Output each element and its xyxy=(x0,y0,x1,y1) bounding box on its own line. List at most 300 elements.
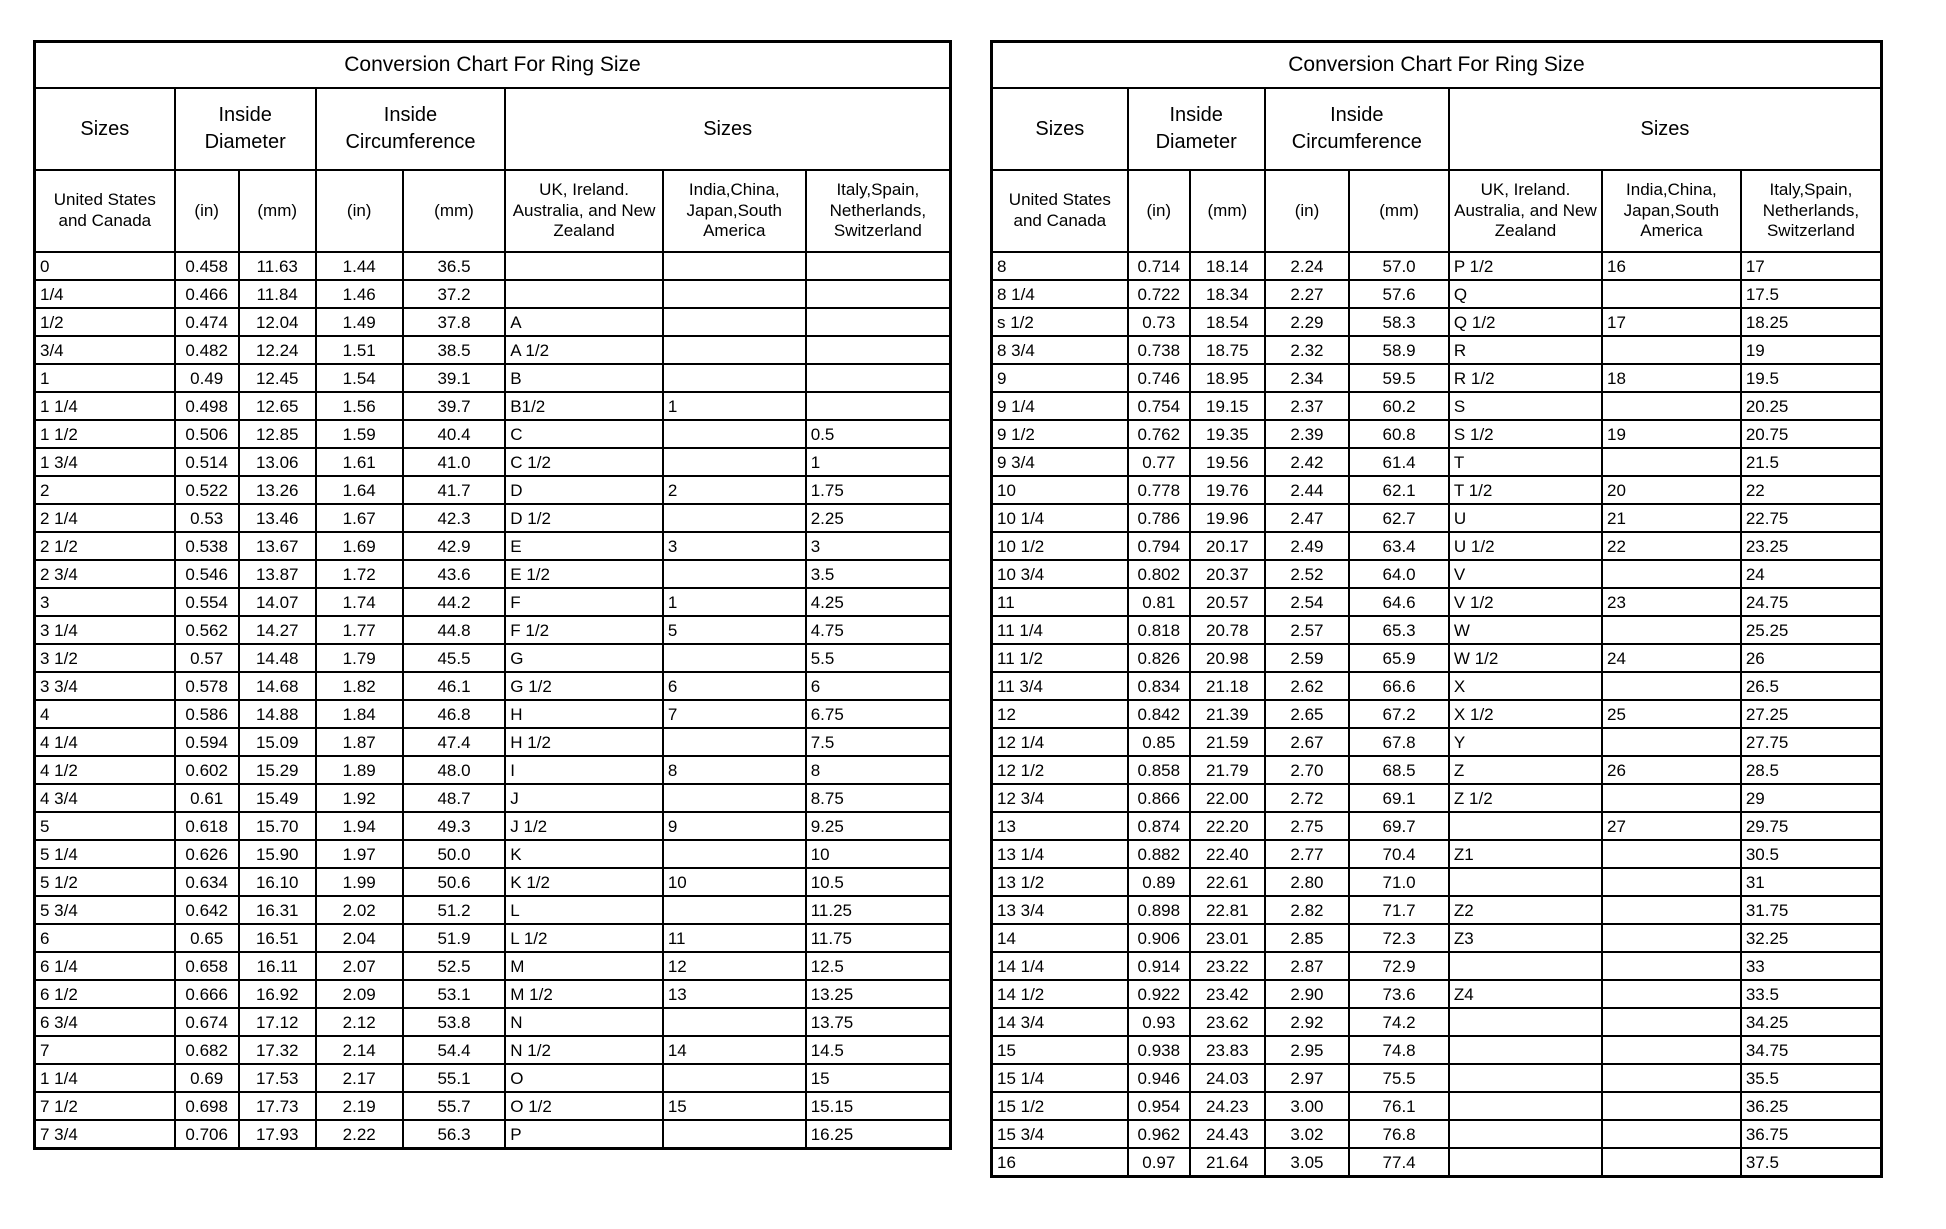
table-cell: 35.5 xyxy=(1741,1064,1882,1092)
table-cell: 16.10 xyxy=(239,868,316,896)
table-cell: P 1/2 xyxy=(1449,252,1602,280)
table-cell: 8 xyxy=(663,756,806,784)
table-cell: 8.75 xyxy=(806,784,951,812)
table-cell: 29.75 xyxy=(1741,812,1882,840)
table-cell: 14 xyxy=(663,1036,806,1064)
table-cell xyxy=(1602,1120,1741,1148)
table-cell: 0.578 xyxy=(175,672,239,700)
table-cell: 0.626 xyxy=(175,840,239,868)
table-cell: 12.65 xyxy=(239,392,316,420)
table-cell: 3 xyxy=(663,532,806,560)
table-cell: 10 xyxy=(663,868,806,896)
column-header: (in) xyxy=(316,170,403,252)
table-cell: 15 xyxy=(663,1092,806,1120)
table-cell: N xyxy=(505,1008,663,1036)
table-cell: J 1/2 xyxy=(505,812,663,840)
table-cell: Z2 xyxy=(1449,896,1602,924)
table-cell: 7.5 xyxy=(806,728,951,756)
table-cell: 19 xyxy=(1602,420,1741,448)
table-cell: 23 xyxy=(1602,588,1741,616)
table-cell: 2.04 xyxy=(316,924,403,952)
table-cell: 24.03 xyxy=(1190,1064,1265,1092)
table-row xyxy=(992,448,1882,476)
table-cell: 24.23 xyxy=(1190,1092,1265,1120)
table-cell xyxy=(663,308,806,336)
table-cell: 3.00 xyxy=(1265,1092,1350,1120)
table-cell: 6 xyxy=(35,924,175,952)
table-cell: 13.87 xyxy=(239,560,316,588)
table-cell: 15 xyxy=(806,1064,951,1092)
table-cell: 0.482 xyxy=(175,336,239,364)
table-cell: 53.1 xyxy=(403,980,506,1008)
table-cell xyxy=(663,252,806,280)
table-cell: 18.95 xyxy=(1190,364,1265,392)
table-cell: 30.5 xyxy=(1741,840,1882,868)
table-cell: 0.826 xyxy=(1128,644,1190,672)
table-cell: 1.72 xyxy=(316,560,403,588)
table-cell: 24 xyxy=(1602,644,1741,672)
conversion-table-left xyxy=(33,40,952,1150)
table-cell: 18.14 xyxy=(1190,252,1265,280)
table-cell: 2.17 xyxy=(316,1064,403,1092)
table-cell: 0.866 xyxy=(1128,784,1190,812)
table-cell: N 1/2 xyxy=(505,1036,663,1064)
table-cell: 21.79 xyxy=(1190,756,1265,784)
table-cell: 19 xyxy=(1741,336,1882,364)
table-cell: 0.594 xyxy=(175,728,239,756)
table-cell: 21.5 xyxy=(1741,448,1882,476)
table-cell: 11 xyxy=(663,924,806,952)
table-cell: 0 xyxy=(35,252,175,280)
table-cell: 1.64 xyxy=(316,476,403,504)
group-header-row xyxy=(35,88,951,170)
table-cell: 65.9 xyxy=(1349,644,1449,672)
table-cell: 0.73 xyxy=(1128,308,1190,336)
table-cell: 69.7 xyxy=(1349,812,1449,840)
table-row xyxy=(992,476,1882,504)
table-row xyxy=(35,252,951,280)
table-cell: 19.56 xyxy=(1190,448,1265,476)
table-cell xyxy=(663,1008,806,1036)
conversion-table-right xyxy=(990,40,1883,1178)
table-cell: 25 xyxy=(1602,700,1741,728)
table-row xyxy=(992,644,1882,672)
table-row xyxy=(35,560,951,588)
table-row xyxy=(35,448,951,476)
table-cell: 57.0 xyxy=(1349,252,1449,280)
table-cell: Y xyxy=(1449,728,1602,756)
table-cell: 15.90 xyxy=(239,840,316,868)
table-row xyxy=(35,700,951,728)
table-cell: 15.70 xyxy=(239,812,316,840)
table-cell: 4 3/4 xyxy=(35,784,175,812)
table-cell: L xyxy=(505,896,663,924)
table-cell: 7 xyxy=(663,700,806,728)
table-cell: 0.514 xyxy=(175,448,239,476)
table-row xyxy=(35,1092,951,1120)
table-cell: 14.5 xyxy=(806,1036,951,1064)
table-cell: 26 xyxy=(1602,756,1741,784)
table-cell: 36.5 xyxy=(403,252,506,280)
table-cell: 1 xyxy=(806,448,951,476)
table-cell: 0.778 xyxy=(1128,476,1190,504)
table-row xyxy=(992,980,1882,1008)
table-cell: 3 1/4 xyxy=(35,616,175,644)
table-cell: 16.51 xyxy=(239,924,316,952)
table-cell: 1.97 xyxy=(316,840,403,868)
table-cell: 12.45 xyxy=(239,364,316,392)
table-row xyxy=(992,504,1882,532)
table-cell: 12.24 xyxy=(239,336,316,364)
table-cell: 1.49 xyxy=(316,308,403,336)
table-cell: 22 xyxy=(1602,532,1741,560)
table-cell: 6 xyxy=(663,672,806,700)
table-row xyxy=(992,532,1882,560)
table-cell: 24.43 xyxy=(1190,1120,1265,1148)
table-cell: 23.83 xyxy=(1190,1036,1265,1064)
table-cell: 21.18 xyxy=(1190,672,1265,700)
table-cell: 45.5 xyxy=(403,644,506,672)
table-row xyxy=(992,672,1882,700)
table-cell: 1.61 xyxy=(316,448,403,476)
table-cell: 10 1/4 xyxy=(992,504,1128,532)
table-row xyxy=(35,336,951,364)
table-cell: 15 1/4 xyxy=(992,1064,1128,1092)
table-cell: 74.2 xyxy=(1349,1008,1449,1036)
table-cell: 17.12 xyxy=(239,1008,316,1036)
table-cell: 19.96 xyxy=(1190,504,1265,532)
table-cell xyxy=(1602,896,1741,924)
table-cell: 2.27 xyxy=(1265,280,1350,308)
table-cell: S xyxy=(1449,392,1602,420)
table-cell: X 1/2 xyxy=(1449,700,1602,728)
table-row xyxy=(35,840,951,868)
table-cell: 0.77 xyxy=(1128,448,1190,476)
table-row xyxy=(992,1092,1882,1120)
table-cell: 0.874 xyxy=(1128,812,1190,840)
table-cell: 13 1/4 xyxy=(992,840,1128,868)
table-row xyxy=(992,896,1882,924)
table-cell: 36.75 xyxy=(1741,1120,1882,1148)
table-cell: 2.75 xyxy=(1265,812,1350,840)
column-header: Italy,Spain, Netherlands, Switzerland xyxy=(1741,170,1882,252)
table-cell: 22.40 xyxy=(1190,840,1265,868)
table-cell: 53.8 xyxy=(403,1008,506,1036)
table-cell: Z4 xyxy=(1449,980,1602,1008)
title-row xyxy=(992,42,1882,89)
table-cell: 12.5 xyxy=(806,952,951,980)
table-cell: 0.522 xyxy=(175,476,239,504)
table-cell: 7 1/2 xyxy=(35,1092,175,1120)
table-cell: 64.6 xyxy=(1349,588,1449,616)
table-cell: 2 1/4 xyxy=(35,504,175,532)
table-cell: 38.5 xyxy=(403,336,506,364)
table-cell: 5 3/4 xyxy=(35,896,175,924)
table-cell: 71.0 xyxy=(1349,868,1449,896)
table-cell: 0.698 xyxy=(175,1092,239,1120)
table-row xyxy=(35,616,951,644)
table-cell: 1.89 xyxy=(316,756,403,784)
table-cell: 0.954 xyxy=(1128,1092,1190,1120)
group-header: Sizes xyxy=(1449,88,1882,170)
table-row xyxy=(992,756,1882,784)
table-cell: 1.54 xyxy=(316,364,403,392)
table-cell xyxy=(1602,392,1741,420)
table-row xyxy=(992,392,1882,420)
table-cell: 18.54 xyxy=(1190,308,1265,336)
table-cell: 4 1/2 xyxy=(35,756,175,784)
table-cell xyxy=(1602,336,1741,364)
table-cell: 10 xyxy=(806,840,951,868)
table-cell: 16 xyxy=(992,1148,1128,1177)
table-cell: 4.75 xyxy=(806,616,951,644)
table-cell: 29 xyxy=(1741,784,1882,812)
column-header: (in) xyxy=(1265,170,1350,252)
table-cell: 6.75 xyxy=(806,700,951,728)
table-cell: R xyxy=(1449,336,1602,364)
table-cell xyxy=(806,308,951,336)
table-cell: 9 1/4 xyxy=(992,392,1128,420)
table-cell: 20.98 xyxy=(1190,644,1265,672)
table-cell: 12 xyxy=(663,952,806,980)
table-cell: 0.962 xyxy=(1128,1120,1190,1148)
table-cell: 73.6 xyxy=(1349,980,1449,1008)
table-cell: 12 xyxy=(992,700,1128,728)
table-cell: 50.6 xyxy=(403,868,506,896)
column-header: (mm) xyxy=(1349,170,1449,252)
table-cell: 14.68 xyxy=(239,672,316,700)
table-row xyxy=(992,812,1882,840)
column-header: United States and Canada xyxy=(35,170,175,252)
table-cell: 0.466 xyxy=(175,280,239,308)
table-cell: 13 1/2 xyxy=(992,868,1128,896)
table-cell: 1 1/4 xyxy=(35,392,175,420)
table-cell: 15.29 xyxy=(239,756,316,784)
table-cell: 0.642 xyxy=(175,896,239,924)
table-cell: 28.5 xyxy=(1741,756,1882,784)
table-cell: 2.49 xyxy=(1265,532,1350,560)
column-header-row xyxy=(35,170,951,252)
table-cell: 11.63 xyxy=(239,252,316,280)
table-cell xyxy=(663,840,806,868)
table-cell: 2.80 xyxy=(1265,868,1350,896)
table-cell: I xyxy=(505,756,663,784)
table-cell: 22.20 xyxy=(1190,812,1265,840)
table-cell: 2.92 xyxy=(1265,1008,1350,1036)
table-cell: 13.67 xyxy=(239,532,316,560)
table-row xyxy=(992,1148,1882,1177)
table-cell: 23.22 xyxy=(1190,952,1265,980)
table-cell: 17.73 xyxy=(239,1092,316,1120)
table-cell: 2.85 xyxy=(1265,924,1350,952)
table-cell: 8 xyxy=(806,756,951,784)
table-cell: 2.59 xyxy=(1265,644,1350,672)
table-cell: B1/2 xyxy=(505,392,663,420)
table-cell: V xyxy=(1449,560,1602,588)
table-cell: A xyxy=(505,308,663,336)
table-cell xyxy=(1449,1120,1602,1148)
table-cell: 21 xyxy=(1602,504,1741,532)
table-cell: 0.922 xyxy=(1128,980,1190,1008)
table-cell: 3.02 xyxy=(1265,1120,1350,1148)
table-cell: C 1/2 xyxy=(505,448,663,476)
table-row xyxy=(35,672,951,700)
table-cell: 2.44 xyxy=(1265,476,1350,504)
table-cell: 48.0 xyxy=(403,756,506,784)
table-cell: 1 xyxy=(663,588,806,616)
column-header: India,China, Japan,South America xyxy=(1602,170,1741,252)
column-header: (mm) xyxy=(1190,170,1265,252)
table-cell: 1 3/4 xyxy=(35,448,175,476)
table-title: Conversion Chart For Ring Size xyxy=(992,42,1882,89)
table-row xyxy=(35,476,951,504)
table-cell: 5.5 xyxy=(806,644,951,672)
table-cell: U xyxy=(1449,504,1602,532)
column-header: UK, Ireland. Australia, and New Zealand xyxy=(1449,170,1602,252)
table-cell: 1 xyxy=(35,364,175,392)
group-header-row xyxy=(992,88,1882,170)
table-cell: 55.7 xyxy=(403,1092,506,1120)
table-cell: 2.87 xyxy=(1265,952,1350,980)
table-cell: 9 xyxy=(663,812,806,840)
table-cell: 14.27 xyxy=(239,616,316,644)
table-cell: 2 1/2 xyxy=(35,532,175,560)
table-cell: 0.738 xyxy=(1128,336,1190,364)
table-cell: 7 xyxy=(35,1036,175,1064)
table-cell: 33 xyxy=(1741,952,1882,980)
table-cell: 2.47 xyxy=(1265,504,1350,532)
table-cell: 37.8 xyxy=(403,308,506,336)
table-cell: 49.3 xyxy=(403,812,506,840)
table-cell: 5 xyxy=(663,616,806,644)
table-cell: 6 3/4 xyxy=(35,1008,175,1036)
table-row xyxy=(992,952,1882,980)
table-cell: 6 1/2 xyxy=(35,980,175,1008)
table-cell xyxy=(1602,1092,1741,1120)
table-cell: 0.946 xyxy=(1128,1064,1190,1092)
table-cell: 32.25 xyxy=(1741,924,1882,952)
table-cell: 1 1/4 xyxy=(35,1064,175,1092)
table-cell: 1.56 xyxy=(316,392,403,420)
table-cell: 19.15 xyxy=(1190,392,1265,420)
table-cell: 16.92 xyxy=(239,980,316,1008)
table-cell: 1.77 xyxy=(316,616,403,644)
table-cell: 59.5 xyxy=(1349,364,1449,392)
table-cell xyxy=(1602,924,1741,952)
table-cell xyxy=(663,560,806,588)
table-cell: 8 3/4 xyxy=(992,336,1128,364)
group-header: Inside Circumference xyxy=(316,88,506,170)
table-row xyxy=(35,588,951,616)
table-cell: 2.97 xyxy=(1265,1064,1350,1092)
table-cell: 1.87 xyxy=(316,728,403,756)
table-cell: B xyxy=(505,364,663,392)
table-cell: 2.02 xyxy=(316,896,403,924)
table-cell: C xyxy=(505,420,663,448)
table-cell: 0.5 xyxy=(806,420,951,448)
table-cell: 31 xyxy=(1741,868,1882,896)
table-cell: 0.554 xyxy=(175,588,239,616)
table-cell: 2.65 xyxy=(1265,700,1350,728)
table-cell: 2.29 xyxy=(1265,308,1350,336)
table-cell: 1.69 xyxy=(316,532,403,560)
table-cell: 17 xyxy=(1602,308,1741,336)
table-cell: 0.474 xyxy=(175,308,239,336)
table-cell xyxy=(1449,1036,1602,1064)
table-cell: 62.7 xyxy=(1349,504,1449,532)
table-cell xyxy=(1602,672,1741,700)
table-cell: 24.75 xyxy=(1741,588,1882,616)
table-cell: 13.46 xyxy=(239,504,316,532)
table-cell xyxy=(1449,1148,1602,1177)
table-cell: 11 3/4 xyxy=(992,672,1128,700)
table-cell: 0.802 xyxy=(1128,560,1190,588)
table-row xyxy=(35,952,951,980)
table-cell: 0.786 xyxy=(1128,504,1190,532)
table-cell: 2.19 xyxy=(316,1092,403,1120)
table-cell: 3/4 xyxy=(35,336,175,364)
table-row xyxy=(35,504,951,532)
table-cell xyxy=(663,448,806,476)
table-cell: L 1/2 xyxy=(505,924,663,952)
table-cell: 0.602 xyxy=(175,756,239,784)
table-row xyxy=(992,700,1882,728)
table-cell: 17.5 xyxy=(1741,280,1882,308)
table-cell: 2.24 xyxy=(1265,252,1350,280)
table-cell: K xyxy=(505,840,663,868)
table-cell: 13.06 xyxy=(239,448,316,476)
table-cell: 8 xyxy=(992,252,1128,280)
table-cell: 15.15 xyxy=(806,1092,951,1120)
table-cell xyxy=(505,252,663,280)
table-cell: 72.9 xyxy=(1349,952,1449,980)
table-cell: 2.72 xyxy=(1265,784,1350,812)
table-cell: 0.666 xyxy=(175,980,239,1008)
table-cell: 5 1/2 xyxy=(35,868,175,896)
table-row xyxy=(35,896,951,924)
table-cell: 0.93 xyxy=(1128,1008,1190,1036)
table-cell: 16.11 xyxy=(239,952,316,980)
table-cell: 12.85 xyxy=(239,420,316,448)
table-row xyxy=(35,1064,951,1092)
table-row xyxy=(992,868,1882,896)
table-cell: H 1/2 xyxy=(505,728,663,756)
table-cell: 76.1 xyxy=(1349,1092,1449,1120)
table-cell: 2.57 xyxy=(1265,616,1350,644)
table-cell: K 1/2 xyxy=(505,868,663,896)
table-cell: 76.8 xyxy=(1349,1120,1449,1148)
table-cell: 75.5 xyxy=(1349,1064,1449,1092)
table-cell: 13.26 xyxy=(239,476,316,504)
table-cell: 0.618 xyxy=(175,812,239,840)
table-cell: 5 xyxy=(35,812,175,840)
table-cell: G xyxy=(505,644,663,672)
table-cell: 20.75 xyxy=(1741,420,1882,448)
table-cell: 1.79 xyxy=(316,644,403,672)
column-header-row xyxy=(992,170,1882,252)
table-cell: 56.3 xyxy=(403,1120,506,1149)
table-cell: 2.90 xyxy=(1265,980,1350,1008)
table-cell: 0.722 xyxy=(1128,280,1190,308)
table-cell: 74.8 xyxy=(1349,1036,1449,1064)
table-cell: 24 xyxy=(1741,560,1882,588)
table-cell: 22 xyxy=(1741,476,1882,504)
table-cell: 0.818 xyxy=(1128,616,1190,644)
table-cell: 2.12 xyxy=(316,1008,403,1036)
group-header: Sizes xyxy=(35,88,175,170)
table-cell: 0.882 xyxy=(1128,840,1190,868)
table-cell: 18.75 xyxy=(1190,336,1265,364)
